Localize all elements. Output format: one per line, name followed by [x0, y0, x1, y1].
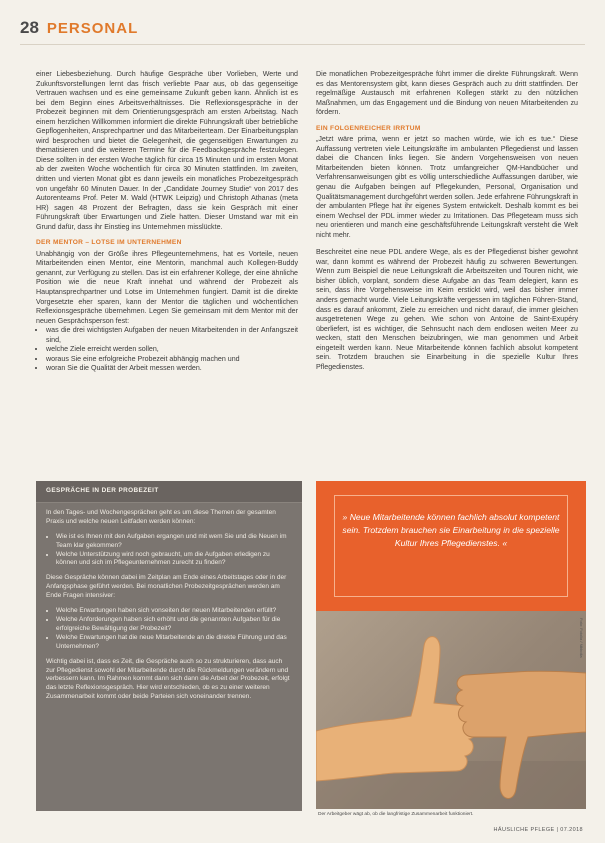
info-box-body	[36, 503, 302, 714]
list-item: • woraus Sie eine erfolgreiche Probezeit abhängig machen und	[46, 355, 298, 365]
mentor-bullet-list	[36, 326, 298, 374]
pull-quote-panel	[316, 481, 586, 611]
page-header	[20, 18, 138, 38]
page-footer: HÄUSLICHE PFLEGE | 07.2018	[493, 827, 583, 833]
right-intro-paragraph: Die monatlichen Probezeitgespräche führt immer die direkte Führungskraft. Wenn es das Mentorensystem gibt, kann dieses Gespräch auch zu dritt stattfinden. Der regelmäßige Austausch mit erfahrenen Kollegen stärkt zu den nützlichen Maßnahmen, um das Engagement und die Bindung von neuen Mitarbeitenden zu fördern.	[316, 70, 578, 117]
info-box-paragraph: Wichtig dabei ist, dass es Zeit, die Gespräche auch so zu strukturieren, dass auch zur Pflegedienst sowohl der Mitarbeitende durch die Rückmeldungen verändern und verbessern kann. Im Rahmen kommt dann sich dann die Arbeit der Probezeit, erfolgt das letzte Reflexionsgespräch. Hier wird entschieden, ob es zu einer weiteren Zusammenarbeit kommt oder beide Parteien sich voneinander trennen.	[46, 657, 290, 701]
page-number: 28	[20, 18, 39, 37]
list-item: • Wie ist es Ihnen mit den Aufgaben ergangen und mit wem Sie und die Neuen im Team klar gekommen?	[56, 533, 292, 551]
info-box-list	[46, 607, 292, 652]
list-item: • was die drei wichtigsten Aufgaben der neuen Mitarbeitenden in der Anfangszeit sind,	[46, 326, 298, 345]
info-box-list	[46, 533, 292, 569]
mentor-subhead: DER MENTOR – LOTSE IM UNTERNEHMEN	[36, 239, 182, 247]
thumbs-photo	[316, 611, 586, 809]
list-item: • Welche Erwartungen hat die neue Mitarbeitende an die direkte Führung und das Unternehmen?	[56, 634, 292, 652]
pdl-paragraph: Beschreitet eine neue PDL andere Wege, als es der Pflegedienst bisher gewohnt war, dann kommt es während der Probezeit häufig zu schweren Bewertungen. Wenn zum Beispiel die neue Leitungskraft die Arbeitszeiten und Touren nicht, wie bisher üblich, vorplant, sondern diese Aufgabe an das Team delegiert, kann es sein, dass ihre Vorgehensweise im Keim erstickt wird, weil das bisher immer anders gemacht wurde. Viele Leitungskräfte vergessen im täglichen Führen-Stand, dass es darauf ankommt, Ziele zu erreichen und nicht darauf, die immer gleichen ausgetretenen Wege zu gehen. Wie schon von Antoine de Saint-Exupéry überliefert, ist es wichtiger, die Sehnsucht nach dem endlosen weiten Meer zu wecken, statt den Menschen beizubringen, wie man genommen und Arbeit eingeteilt werden kann. Neue Mitarbeitende können fachlich absolut kompetent sein. Trotzdem brauchen sie Einarbeitung in die spezielle Kultur Ihres Pflegedienstes.	[316, 248, 578, 371]
list-item: • welche Ziele erreicht werden sollen,	[46, 345, 298, 355]
pull-quote: » Neue Mitarbeitende können fachlich absolut kompetent sein. Trotzdem brauchen sie Einarbeitung in die spezielle Kultur Ihres Pflegedienstes. «	[342, 512, 560, 548]
list-item: • Welche Unterstützung wird noch gebraucht, um die Aufgaben erledigen zu können und sich im Pflegeunternehmen zurecht zu finden?	[56, 551, 292, 569]
section-title: PERSONAL	[46, 20, 139, 37]
info-box	[36, 481, 302, 811]
irrtum-subhead: EIN FOLGENREICHER IRRTUM	[316, 124, 421, 132]
info-box-title: GESPRÄCHE IN DER PROBEZEIT	[36, 481, 302, 503]
left-column	[36, 70, 298, 374]
intro-paragraph: einer Liebesbeziehung. Durch häufige Gespräche über Vorlieben, Werte und Zukunftsvorstellungen lernt das frisch verliebte Paar aus, ob das gegenseitige Vertrauen wachsen und es eine gemeinsame Zukunft geben kann. Ähnlich ist es bei dem Beginn eines Arbeitsverhältnisses. Die Reflexionsgespräche in der Probezeit beginnen mit dem Orientierungsgespräch am ersten Arbeitstag. Nach einem herzlichen Willkommen informiert die direkte Führungskraft über betriebliche Gepflogenheiten, Ansprechpartner und das Mitarbeiterteam. Der Einarbeitungsplan wird besprochen und bietet die Gelegenheit, die gegenseitigen Erwartungen zu thematisieren und die weiteren Termine für die Feedbackgespräche festzulegen. Diese sollten in der ersten Woche täglich für circa 15 Minuten und im ersten Monat ab der zweiten Woche wöchentlich für circa 30 Minuten stattfinden. Im zweiten, dritten und vierten Monat gibt es dann jeweils ein monatliches Probezeitgespräch von ungefähr 60 Minuten Dauer. In der „Candidate Journey Studie“ von 2017 des Autorenteams Prof. Peter M. Wald (HTWK Leipzig) und Christoph Athanas (meta HR) sagen 48 Prozent der Befragten, dass sie kein Gespräch mit einer Führungskraft über Erwartungen und Ziele hatten. Dieser Umstand war mit ein Grund dafür, dass ihr Einstieg ins Unternehmen misslückte.	[36, 70, 298, 231]
thumbs-illustration	[316, 611, 586, 809]
info-box-paragraph: Diese Gespräche können dabei im Zeitplan am Ende eines Arbeitstages oder in der Anfangsphase geführt werden. Bei monatlichen Probezeitgesprächen werden am Ende Fragen intensiver:	[46, 574, 287, 600]
header-divider	[20, 44, 585, 45]
info-box-paragraph: In den Tages- und Wochengesprächen geht es um diese Themen der gesamten Praxis und welche neuen Leitfaden werden können:	[46, 508, 276, 525]
irrtum-paragraph: „Jetzt wäre prima, wenn er jetzt so machen würde, wie ich es tue.“ Diese Auffassung vertreten viele Leitungskräfte im ambulanten Pflegedienst und lassen dabei die Chancen links liegen. Sie ändern Vorgehensweisen von neuen Mitarbeitenden bieten können. Trotz umfangreicher QM-Handbücher und Verfahrensanweisungen gibt es völlig unterschiedliche Auffassungen darüber, wie genau die Aufgaben beingen auf Pflegekunden, Personal, Organisation und Qualitätsmanagement durchgeführt werden sollen. Jede erfahrene Führungskraft in der ambulanten Pflege hat ihr eigenes System entwickelt. Deshalb kommt es bei einem Wechsel der PDL immer wieder zu Irritationen. Das Pflegeteam muss sich neu orientieren und manch eine geschäftsführende Leitungskraft versteht die Welt nicht mehr.	[316, 135, 578, 239]
thumbs-up-icon	[316, 637, 476, 781]
mentor-paragraph: Unabhängig von der Größe ihres Pflegeunternehmens, hat es Vorteile, neuen Mitarbeitenden einen Mentor, eine Mentorin, manchmal auch Kollegen-Buddy genannt, zur Verfügung zu stellen. Das ist ein erfahrener Kollege, der eine ähnliche Position wie die neue Kraft innehat und während der Probezeit als Hauptansprechpartner und Lotse im Unternehmen fungiert. Damit ist die direkte Vorgesetzte eher sparen, kann der Mentor die täglichen und wöchentlichen Reflexionsgespräche übernehmen. Legen Sie gemeinsam mit dem Mentor mit der neuen Gesprächsperson fest:	[36, 249, 298, 325]
list-item: • woran Sie die Qualität der Arbeit messen werden.	[46, 364, 298, 374]
right-column	[316, 70, 578, 372]
list-item: • Welche Anforderungen haben sich erhöht und die genannten Aufgaben für die erfolgreiche Bewältigung der Probezeit?	[56, 616, 292, 634]
list-item: • Welche Erwartungen haben sich vonseiten der neuen Mitarbeitenden erfüllt?	[56, 607, 292, 616]
photo-caption: Der Arbeitgeber wägt ab, ob die langfristige Zusammenarbeit funktioniert.	[318, 812, 474, 817]
photo-credit: Foto: Fotolia / Nikkolia	[579, 618, 584, 658]
